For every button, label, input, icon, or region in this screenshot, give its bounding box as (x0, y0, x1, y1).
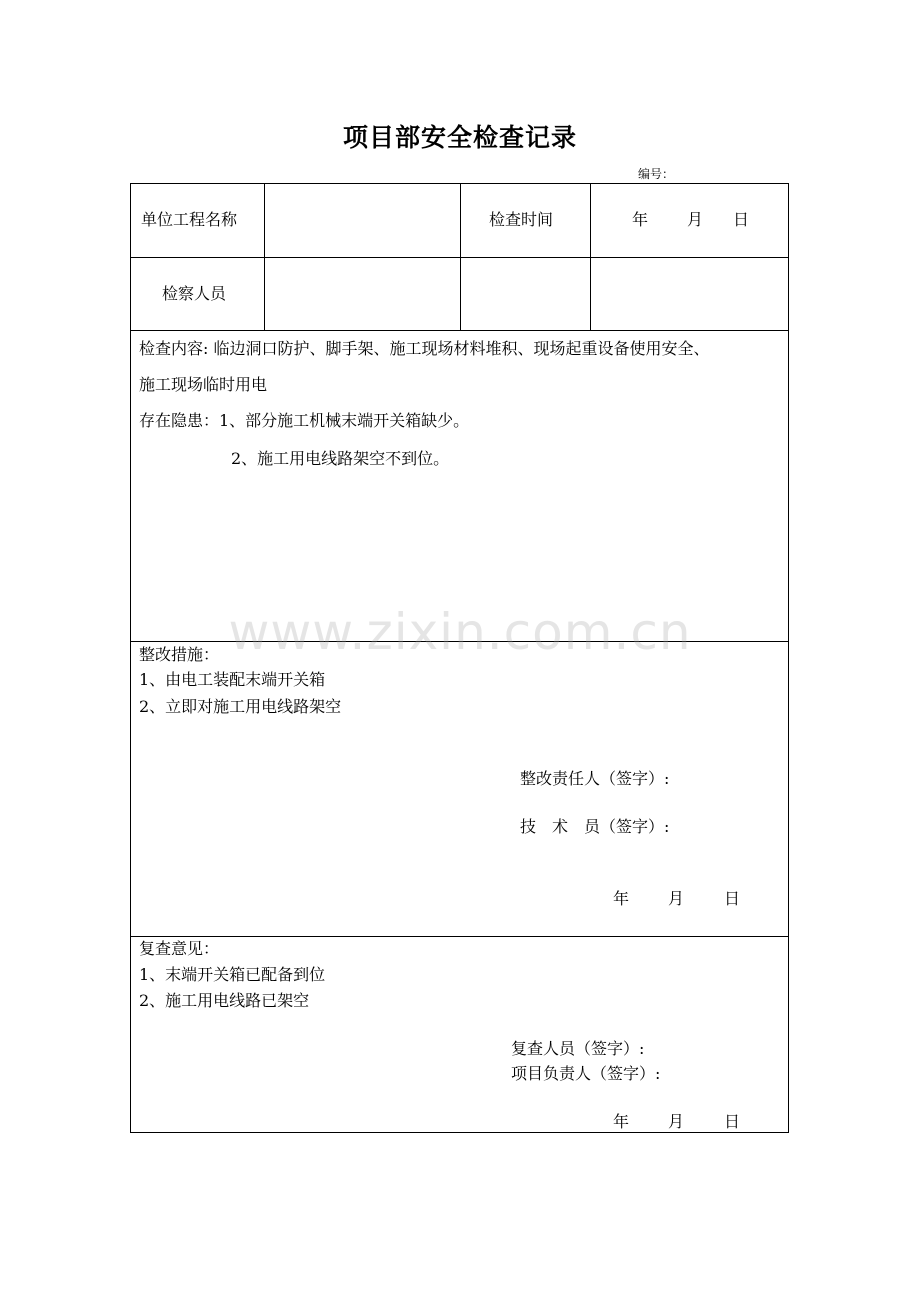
check-date-year: 年 (632, 210, 649, 229)
review-item: 2、施工用电线路已架空 (139, 991, 310, 1010)
technician-signature-label: 技 术 员（签字）: (520, 817, 670, 836)
document-number-label: 编号： (638, 167, 675, 181)
row-divider (130, 330, 789, 331)
manager-signature-label: 项目负责人（签字）: (511, 1064, 661, 1083)
reviewer-signature-label: 复查人员（签字）: (511, 1039, 645, 1058)
check-date-month: 月 (687, 210, 704, 229)
review-date-month: 月 (668, 1112, 685, 1131)
review-date-day: 日 (724, 1112, 741, 1131)
review-item: 1、末端开关箱已配备到位 (139, 965, 326, 984)
check-time-label: 检查时间 (489, 210, 554, 229)
review-date-year: 年 (613, 1112, 630, 1131)
document-title: 项目部安全检查记录 (342, 123, 577, 152)
rectification-heading: 整改措施： (139, 645, 220, 664)
row-divider (130, 936, 789, 937)
inspector-label: 检察人员 (162, 284, 227, 303)
rectification-date-day: 日 (724, 889, 741, 908)
inspection-content-line: 施工现场临时用电 (139, 375, 268, 394)
hazard-line: 存在隐患：1、部分施工机械末端开关箱缺少。 (139, 411, 470, 430)
column-divider (590, 183, 591, 330)
responsible-signature-label: 整改责任人（签字）: (520, 769, 670, 788)
watermark: www.zixin.com.cn (228, 603, 692, 661)
check-date-day: 日 (733, 210, 750, 229)
rectification-date-month: 月 (668, 889, 685, 908)
column-divider (460, 183, 461, 330)
inspection-content-line: 检查内容: 临边洞口防护、脚手架、施工现场材料堆积、现场起重设备使用安全、 (139, 339, 710, 358)
unit-project-name-label: 单位工程名称 (141, 210, 238, 229)
review-heading: 复查意见： (139, 939, 220, 958)
hazard-line: 2、施工用电线路架空不到位。 (231, 449, 450, 468)
rectification-date-year: 年 (613, 889, 630, 908)
column-divider (264, 183, 265, 330)
rectification-item: 2、立即对施工用电线路架空 (139, 697, 342, 716)
rectification-item: 1、由电工装配末端开关箱 (139, 670, 326, 689)
